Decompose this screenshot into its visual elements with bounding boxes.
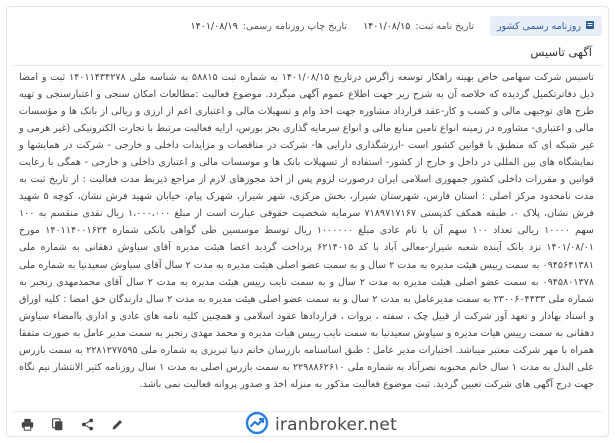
ad-body: تاسیس شرکت سهامی خاص بهینه راهکار توسعه زاگرس درتاریخ ۱۴۰۱/۰۸/۱۵ به شماره ثبت ۵۸۸۱۵ به شناسه ملی ۱۴۰۱۱۴۳۴۲۷۸ ثبت و امضا ذیل دفاترتکمیل گردیده که خلاصه آن به شرح زیر جهت اطلاع عموم آگهی میگردد. موضوع فعالیت :مطالعات امکان سنجی و اعتبارسنجی و تهیه طرح های توجیهی مالی و کسب و کار-عقد قرارداد مشاوره جهت اخذ وام و تسهیلات مالی و اعتباری اعم از ارزی و ریالی از بانک ها و مؤسسات مالی و اعتباری- مشاوره در زمینه انواع تامین منابع مالی و انواع سرمایه گذاری بجز بورس، ارایه فعالیت مرتبط با تجارت الکترونیکی (غیر هرمی و غیر شبکه ای که منطبق با قوانین کشور است -ارزشگذاری دارایی ها- شرکت در مناقصات و مزایدات داخلی و خارجی - شرکت در همایشها و نمایشگاه های بین المللی در داخل و خارج از کشور- استفاده از تسهیلات بانک ها و موسسات مالی و اعتباری داخلی و خارجی - همگی با رعایت قوانین و مقررات داخلی کشور جمهوری اسلامی ایران درصورت لزوم پس از اخذ مجوزهای لازم از مراجع ذیربط مدت فعالیت : از تاریخ ثبت به مدت نامحدود مرکز اصلی : استان فارس، شهرستان شیراز، بخش مرکزی، شهر شیراز، شهرک پیام، خیابان شهید فرش نشان، کوچه ۵ شهید فرش نشان، پلاک ۰، طبقه همکف کدپستی ۷۱۸۹۷۱۷۱۶۷ سرمایه شخصیت حقوقی عبارت است از مبلغ ۱،۰۰۰،۰۰۰ ریال نقدی منقسم به ۱۰۰ سهم ۱۰۰۰۰ ریالی تعداد ۱۰۰ سهم آن با نام عادی مبلغ ۱۰۰۰۰۰۰ ریال توسط موسسین طی گواهی بانکی شماره ۱۴۰۱۱۴۰۰۱۶۲۴ مورخ ۱۴۰۱/۰۸/۰۱ نزد بانک آینده شعبه شیراز-معالی آباد با کد ۶۲۱۴۰۱۵ پرداخت گردید اعضا هیئت مدیره آقای سیاوش دهقانی به شماره ملی ۰۹۴۵۶۴۱۳۸۱ به سمت رییس هیئت مدیره به مدت ۲ سال و به سمت عضو اصلی هیئت مدیره به مدت ۲ سال آقای سیاوش سعیدنیا به شماره ملی ۰۹۴۵۸۰۱۳۷۸ به سمت عضو اصلی هیئت مدیره به مدت ۲ سال و به سمت نایب رییس هیئت مدیره به مدت ۲ سال آقای محمدمهدی رنجبر به شماره ملی ۲۳۰۰۶۰۴۴۳۳ به سمت مدیرعامل به مدت ۲ سال و به سمت عضو اصلی هیئت مدیره به مدت ۲ سال دارندگان حق امضا : کلیه اوراق و اسناد بهادار و تعهد آور شرکت از قبیل چک ، سفته ، بروات ، قراردادها عقود اسلامی و همچنین کلیه نامه های عادی و اداری باامضاء سیاوش دهقانی به سمت رییس هیات مدیره و سیاوش سعیدنیا به سمت نایب رییس هیات مدیره و محمد مهدی رنجبر به سمت مدیر عامل به صورت متفقا همراه با مهر شرکت معتبر میباشد. اختیارات مدیر عامل : طبق اساسنامه بازرسان خانم دنیا تبریزی به شماره ملی ۲۲۸۱۲۷۷۵۹۵ به سمت بازرس علی البدل به مدت ۱ سال خانم محبوبه نصرآباد به شماره ملی ۲۲۹۸۸۶۲۶۱۰ به سمت بازرس اصلی به مدت ۱ سال روزنامه کثیر الانتشار نیم نگاه جهت درج آگهی های شرکت تعیین گردید. ثبت موضوع فعالیت مذکور به منزله اخذ و صدور پروانه فعالیت نمی باشد.: [19, 72, 595, 390]
copy-button[interactable]: [49, 417, 65, 433]
share-icon: [81, 416, 94, 435]
letter-date-label: تاریخ نامه ثبت:: [415, 20, 475, 32]
badge-label: روزنامه رسمی کشور: [497, 20, 581, 32]
print-date-label: تاریخ چاپ روزنامه رسمی:: [242, 20, 348, 32]
pencil-icon: [111, 416, 124, 435]
print-date: [191, 21, 348, 32]
letter-date: [363, 21, 474, 32]
ad-title: آگهی تاسیس: [530, 45, 592, 59]
printer-icon: [21, 416, 34, 435]
copy-icon: [51, 416, 64, 435]
official-gazette-badge[interactable]: [490, 16, 602, 36]
share-button[interactable]: [79, 417, 95, 433]
chart-trend-logo-icon: [245, 411, 269, 439]
print-date-value: ۱۴۰۱/۰۸/۱۹: [190, 20, 238, 32]
gazette-icon: [585, 20, 595, 33]
meta-row: [13, 13, 602, 39]
edit-button[interactable]: [109, 417, 125, 433]
brand-name: iranbroker.net: [275, 415, 397, 435]
action-bar: [19, 417, 125, 433]
brand-logo[interactable]: [245, 411, 397, 439]
title-divider: [13, 65, 602, 66]
footer: [13, 413, 602, 439]
letter-date-value: ۱۴۰۱/۰۸/۱۵: [363, 20, 411, 32]
print-button[interactable]: [19, 417, 35, 433]
ad-card: [6, 6, 609, 437]
